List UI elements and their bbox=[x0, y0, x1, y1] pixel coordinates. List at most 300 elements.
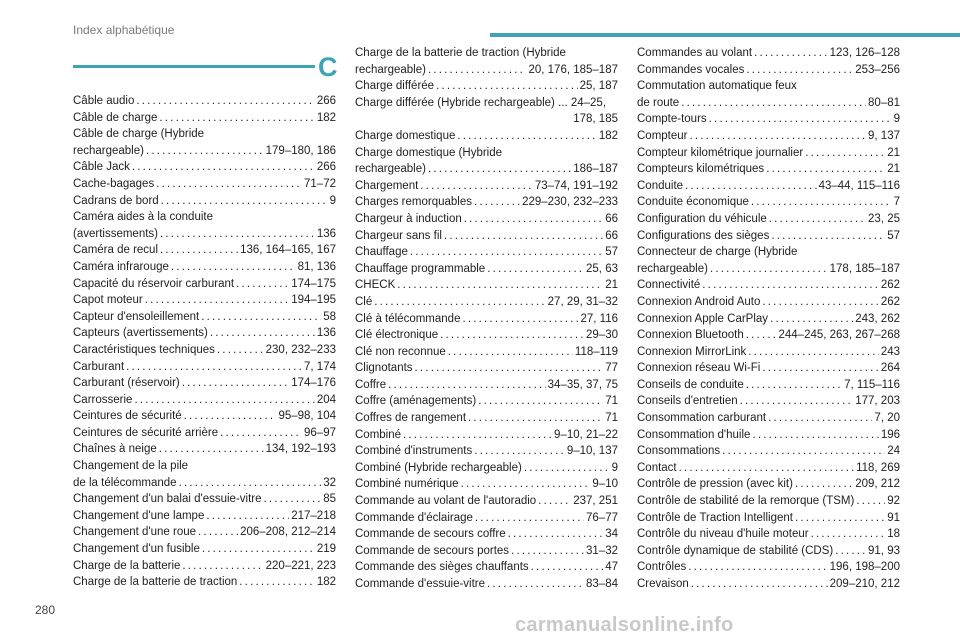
index-entry-pages: 9 bbox=[893, 113, 900, 126]
index-entry bbox=[637, 161, 900, 178]
index-entry-pages: 7 bbox=[893, 196, 900, 209]
index-entry bbox=[637, 476, 900, 493]
index-entry-pages: 174–175 bbox=[291, 277, 336, 290]
index-entry-term: Carburant (réservoir) bbox=[73, 377, 180, 390]
index-entry-pages: 29–30 bbox=[586, 329, 618, 342]
index-entry-pages: 134, 192–193 bbox=[265, 443, 336, 456]
dot-leader bbox=[198, 524, 238, 541]
dot-leader bbox=[420, 178, 533, 195]
index-entry bbox=[355, 576, 618, 593]
index-entry bbox=[355, 277, 618, 294]
dot-leader bbox=[524, 460, 610, 477]
dot-leader bbox=[160, 226, 315, 243]
dot-leader bbox=[508, 526, 604, 543]
index-entry bbox=[355, 410, 618, 427]
index-entry-term: Commande de secours portes bbox=[355, 544, 510, 557]
index-entry-term: Câble audio bbox=[73, 95, 135, 107]
index-entry-pages: 96–97 bbox=[304, 426, 336, 439]
index-entry-pages: 76–77 bbox=[586, 511, 618, 524]
index-entry-term: Ceintures de sécurité bbox=[73, 410, 182, 423]
dot-leader bbox=[762, 294, 878, 311]
dot-leader bbox=[856, 493, 885, 510]
index-entry-pages: 229–230, 232–233 bbox=[522, 196, 618, 209]
index-entry-pages: 85 bbox=[323, 493, 336, 506]
index-entry bbox=[637, 427, 900, 444]
index-entry-term: Changement d'une roue bbox=[73, 526, 197, 539]
index-entry bbox=[73, 425, 336, 442]
index-entry-pages: 80–81 bbox=[868, 96, 900, 109]
index-entry-pages: 182 bbox=[316, 111, 336, 124]
dot-leader bbox=[220, 425, 302, 442]
dot-leader bbox=[444, 228, 603, 245]
index-entry-pages: 9–10 bbox=[592, 478, 618, 491]
index-entry-pages: 27, 29, 31–32 bbox=[547, 295, 618, 308]
index-entry-pages: 43–44, 115–116 bbox=[818, 179, 900, 192]
index-entry-pages: 24 bbox=[887, 445, 900, 458]
index-entry-term: Cache-bagages bbox=[73, 177, 155, 190]
index-entry-term: Crevaison bbox=[637, 578, 689, 590]
index-entry-pages: 21 bbox=[605, 279, 618, 292]
index-entry-pages: 83–84 bbox=[586, 578, 618, 590]
index-entry-term: Charge de la batterie bbox=[73, 559, 181, 572]
dot-leader bbox=[740, 393, 854, 410]
index-entry bbox=[355, 344, 618, 361]
index-entry-pages: 66 bbox=[605, 212, 618, 225]
index-entry-term: Combiné bbox=[355, 428, 402, 441]
dot-leader bbox=[448, 344, 573, 361]
index-entry-term: Caractéristiques techniques bbox=[73, 343, 215, 356]
dot-leader bbox=[688, 559, 827, 576]
index-entry bbox=[73, 110, 336, 127]
index-entry-term: (avertissements) bbox=[73, 227, 158, 240]
index-entry-term: Clé à télécommande bbox=[355, 312, 461, 325]
index-entry bbox=[355, 510, 618, 527]
dot-leader bbox=[403, 427, 552, 444]
dot-leader bbox=[132, 159, 315, 176]
index-entry bbox=[355, 360, 618, 377]
dot-leader bbox=[511, 543, 584, 560]
dot-leader bbox=[160, 242, 238, 259]
dot-leader bbox=[746, 62, 853, 79]
index-entry-term: Charge différée bbox=[355, 80, 435, 93]
index-entry-term: Compte-tours bbox=[637, 113, 707, 126]
dot-leader bbox=[146, 143, 264, 160]
index-entry-pages: 21 bbox=[887, 146, 900, 159]
index-entry bbox=[73, 309, 336, 326]
index-entry-term: Connecteur de charge (Hybride bbox=[637, 246, 798, 259]
index-entry-pages: 118–119 bbox=[574, 345, 618, 358]
dot-leader bbox=[766, 161, 885, 178]
dot-leader bbox=[159, 441, 264, 458]
index-entry-term: Connectivité bbox=[637, 279, 701, 292]
dot-leader bbox=[746, 377, 842, 394]
dot-leader bbox=[679, 460, 854, 477]
dot-leader bbox=[159, 110, 314, 127]
dot-leader bbox=[474, 443, 565, 460]
dot-leader bbox=[771, 228, 885, 245]
index-entry bbox=[355, 95, 618, 128]
index-entry bbox=[355, 228, 618, 245]
index-entry bbox=[637, 244, 900, 277]
index-entry bbox=[355, 145, 618, 178]
index-entry-pages: 18 bbox=[887, 528, 900, 541]
index-entry-term: Clignotants bbox=[355, 362, 413, 375]
dot-leader bbox=[161, 193, 328, 210]
dot-leader bbox=[464, 211, 603, 228]
dot-leader bbox=[264, 491, 322, 508]
dot-leader bbox=[436, 78, 578, 95]
index-entry-term: Commandes vocales bbox=[637, 63, 745, 76]
index-entry-pages: 230, 232–233 bbox=[265, 343, 336, 356]
index-entry bbox=[355, 244, 618, 261]
index-entry bbox=[73, 441, 336, 458]
index-entry-pages: 9–10, 137 bbox=[566, 445, 618, 458]
index-entry-term: Chargeur sans fil bbox=[355, 229, 442, 242]
index-entry bbox=[73, 193, 336, 210]
index-entry bbox=[73, 209, 336, 242]
index-entry bbox=[73, 176, 336, 193]
index-entry-term: rechargeable) bbox=[637, 262, 708, 275]
index-entry-term: Caméra aides à la conduite bbox=[73, 211, 213, 224]
index-entry bbox=[637, 311, 900, 328]
index-entry-pages: 95–98, 104 bbox=[278, 410, 336, 423]
index-entry-term: Commandes au volant bbox=[637, 47, 753, 59]
index-entry-pages: 253–256 bbox=[855, 63, 900, 76]
index-entry-pages: 9 bbox=[329, 194, 336, 207]
index-entry-pages: 91, 93 bbox=[868, 544, 900, 557]
index-entry-pages: 123, 126–128 bbox=[829, 47, 900, 59]
dot-leader bbox=[410, 244, 603, 261]
index-entry bbox=[73, 574, 336, 591]
index-entry bbox=[637, 576, 900, 593]
watermark-text: carmanualsonline.info bbox=[515, 614, 734, 636]
index-entry-term: Compteur kilométrique journalier bbox=[637, 146, 804, 159]
index-entry-term: rechargeable) bbox=[355, 163, 426, 176]
index-entry-term: Consommations bbox=[637, 445, 721, 458]
dot-leader bbox=[182, 375, 289, 392]
index-entry-term: Connexion Apple CarPlay bbox=[637, 312, 769, 325]
dot-leader bbox=[710, 261, 828, 278]
index-entry-term: Consommation carburant bbox=[637, 412, 767, 425]
dot-leader bbox=[468, 410, 603, 427]
index-entry-term: Consommation d'huile bbox=[637, 428, 751, 441]
index-entry bbox=[355, 460, 618, 477]
index-column-1 bbox=[73, 93, 336, 591]
dot-leader bbox=[217, 342, 264, 359]
dot-leader bbox=[487, 576, 584, 593]
index-entry bbox=[637, 228, 900, 245]
index-entry-pages: 209, 212 bbox=[855, 478, 900, 491]
dot-leader bbox=[685, 178, 817, 195]
index-entry-pages: 31–32 bbox=[586, 544, 618, 557]
index-entry bbox=[637, 45, 900, 62]
index-entry bbox=[73, 276, 336, 293]
dot-leader bbox=[457, 128, 596, 145]
index-entry-term: Commande d'éclairage bbox=[355, 511, 473, 524]
index-entry-term: Changement d'une lampe bbox=[73, 509, 205, 522]
index-entry bbox=[637, 493, 900, 510]
dot-leader bbox=[397, 277, 603, 294]
index-entry bbox=[637, 294, 900, 311]
index-entry bbox=[355, 377, 618, 394]
index-entry-pages: 25, 187 bbox=[579, 80, 618, 93]
index-entry bbox=[355, 543, 618, 560]
page-number: 280 bbox=[35, 603, 56, 617]
index-entry-pages: 66 bbox=[605, 229, 618, 242]
index-entry-term: Clé électronique bbox=[355, 329, 439, 342]
index-entry bbox=[73, 325, 336, 342]
index-entry bbox=[355, 78, 618, 95]
dot-leader bbox=[709, 111, 892, 128]
index-entry-term: Clé bbox=[355, 295, 373, 308]
index-entry-term: Contact bbox=[637, 461, 677, 474]
dot-leader bbox=[722, 443, 885, 460]
index-entry-pages: 186–187 bbox=[573, 163, 618, 176]
index-entry-term: Compteurs kilométriques bbox=[637, 163, 765, 176]
index-entry-term: rechargeable) bbox=[355, 63, 426, 76]
index-entry bbox=[355, 559, 618, 576]
index-entry-pages: 9 bbox=[611, 461, 618, 474]
dot-leader bbox=[478, 393, 603, 410]
dot-leader bbox=[184, 408, 277, 425]
dot-leader bbox=[702, 277, 879, 294]
index-entry-pages: 71 bbox=[605, 412, 618, 425]
dot-leader bbox=[415, 360, 604, 377]
index-entry-term: Chaînes à neige bbox=[73, 443, 157, 456]
dot-leader bbox=[795, 476, 853, 493]
index-entry-pages: 34 bbox=[605, 528, 618, 541]
index-entry-term: Câble de charge (Hybride bbox=[73, 128, 205, 141]
index-entry bbox=[73, 392, 336, 409]
dot-leader bbox=[538, 493, 571, 510]
dot-leader bbox=[462, 311, 578, 328]
index-entry bbox=[73, 408, 336, 425]
index-entry-pages: 209–210, 212 bbox=[829, 578, 900, 590]
index-entry bbox=[355, 45, 618, 78]
index-entry-term: Contrôle de stabilité de la remorque (TSM) bbox=[637, 495, 855, 508]
dot-leader bbox=[752, 427, 878, 444]
index-entry bbox=[637, 145, 900, 162]
dot-leader bbox=[134, 392, 314, 409]
index-entry-term: Contrôle dynamique de stabilité (CDS) bbox=[637, 544, 834, 557]
index-entry-pages: 118, 269 bbox=[856, 461, 900, 474]
dot-leader bbox=[795, 510, 885, 527]
dot-leader bbox=[201, 309, 321, 326]
index-entry-term: Caméra infrarouge bbox=[73, 260, 169, 273]
index-entry-term: de route bbox=[637, 96, 680, 109]
index-entry-pages: 34–35, 37, 75 bbox=[547, 378, 618, 391]
index-entry-term: Commutation automatique feux bbox=[637, 80, 797, 93]
index-entry-term: Cadrans de bord bbox=[73, 194, 159, 207]
index-entry-term: Charge de la batterie de traction bbox=[73, 576, 238, 589]
index-entry bbox=[73, 541, 336, 558]
index-entry-pages: 57 bbox=[605, 246, 618, 259]
dot-leader bbox=[768, 410, 872, 427]
index-entry bbox=[355, 427, 618, 444]
index-entry-term: Carrosserie bbox=[73, 393, 133, 406]
index-entry bbox=[637, 526, 900, 543]
dot-leader bbox=[440, 327, 584, 344]
index-entry-pages: 9–10, 21–22 bbox=[554, 428, 618, 441]
index-entry bbox=[637, 211, 900, 228]
index-entry-pages: 174–176 bbox=[291, 377, 336, 390]
index-entry bbox=[355, 178, 618, 195]
index-entry-pages: 21 bbox=[887, 163, 900, 176]
index-entry bbox=[637, 360, 900, 377]
index-entry-pages: 220–221, 223 bbox=[265, 559, 336, 572]
index-entry bbox=[355, 476, 618, 493]
index-entry-term: Chauffage programmable bbox=[355, 262, 486, 275]
dot-leader bbox=[487, 261, 584, 278]
index-entry bbox=[73, 359, 336, 376]
index-entry-term: Conduite bbox=[637, 179, 684, 192]
index-entry bbox=[637, 443, 900, 460]
index-entry-term: Câble Jack bbox=[73, 161, 130, 174]
index-entry-term: Configurations des sièges bbox=[637, 229, 770, 242]
index-entry bbox=[637, 277, 900, 294]
dot-leader bbox=[475, 510, 584, 527]
index-entry-pages: 91 bbox=[887, 511, 900, 524]
dot-leader bbox=[202, 541, 315, 558]
index-entry-pages: 136, 164–165, 167 bbox=[240, 244, 336, 257]
index-entry-term: Capteurs (avertissements) bbox=[73, 327, 208, 340]
index-entry-term: Changement d'un balai d'essuie-vitre bbox=[73, 493, 262, 506]
index-entry-pages: 196, 198–200 bbox=[829, 561, 900, 574]
index-entry bbox=[73, 524, 336, 541]
index-entry-pages: 264 bbox=[880, 362, 900, 375]
index-entry-term: Charges remorquables bbox=[355, 196, 472, 209]
index-entry bbox=[355, 311, 618, 328]
index-entry bbox=[355, 261, 618, 278]
index-entry-pages: 58 bbox=[323, 310, 336, 323]
index-entry bbox=[355, 211, 618, 228]
index-entry-term: Chauffage bbox=[355, 246, 408, 259]
index-entry-term: Connexion réseau Wi-Fi bbox=[637, 362, 761, 375]
index-entry-pages: 178, 185 bbox=[573, 113, 618, 126]
index-entry-term: Contrôle de pression (avec kit) bbox=[637, 478, 793, 491]
index-entry-pages: 7, 174 bbox=[304, 360, 336, 373]
index-entry-term: Ceintures de sécurité arrière bbox=[73, 426, 219, 439]
index-entry bbox=[73, 259, 336, 276]
index-entry-pages: 81, 136 bbox=[297, 260, 336, 273]
index-entry bbox=[637, 559, 900, 576]
index-entry-term: Conduite économique bbox=[637, 196, 749, 209]
index-entry bbox=[637, 460, 900, 477]
index-entry bbox=[73, 93, 336, 110]
dot-leader bbox=[461, 476, 591, 493]
index-entry-term: Contrôles bbox=[637, 561, 687, 574]
index-entry bbox=[73, 508, 336, 525]
index-entry-term: CHECK bbox=[355, 279, 396, 292]
index-entry-term: Combiné (Hybride rechargeable) bbox=[355, 461, 522, 474]
dot-leader bbox=[156, 176, 302, 193]
index-entry bbox=[355, 493, 618, 510]
index-entry bbox=[637, 510, 900, 527]
dot-leader bbox=[428, 161, 571, 178]
index-entry bbox=[637, 344, 900, 361]
index-entry-pages: 71–72 bbox=[304, 177, 336, 190]
index-entry-pages: 244–245, 263, 267–268 bbox=[778, 329, 900, 342]
index-entry bbox=[637, 194, 900, 211]
index-entry-pages: 71 bbox=[605, 395, 618, 408]
index-entry-term: Commande au volant de l'autoradio bbox=[355, 495, 537, 508]
index-entry bbox=[637, 543, 900, 560]
index-entry-term: Changement d'un fusible bbox=[73, 543, 200, 556]
index-entry bbox=[73, 458, 336, 491]
index-entry-pages: 177, 203 bbox=[855, 395, 900, 408]
index-entry-pages: 262 bbox=[880, 295, 900, 308]
index-entry bbox=[637, 377, 900, 394]
index-entry bbox=[73, 159, 336, 176]
index-entry-pages: 32 bbox=[323, 476, 336, 489]
index-entry-pages: 20, 176, 185–187 bbox=[528, 63, 618, 76]
dot-leader bbox=[751, 194, 892, 211]
index-entry-pages: 196 bbox=[880, 428, 900, 441]
section-divider-rule bbox=[73, 65, 315, 68]
index-entry bbox=[637, 327, 900, 344]
index-entry-term: Commande de secours coffre bbox=[355, 528, 506, 541]
index-entry-term: Chargeur à induction bbox=[355, 212, 462, 225]
index-entry bbox=[73, 558, 336, 575]
index-entry-pages: 266 bbox=[316, 95, 336, 107]
index-entry bbox=[355, 294, 618, 311]
running-header-title: Index alphabétique bbox=[73, 23, 175, 37]
index-entry-term: Connexion MirrorLink bbox=[637, 345, 747, 358]
index-entry bbox=[637, 178, 900, 195]
index-entry-pages: 27, 116 bbox=[580, 312, 618, 325]
dot-leader bbox=[770, 311, 853, 328]
index-column-2 bbox=[355, 45, 618, 593]
index-entry-pages: 9, 137 bbox=[868, 129, 900, 142]
index-entry bbox=[355, 393, 618, 410]
dot-leader bbox=[805, 145, 885, 162]
index-entry-term: Carburant bbox=[73, 360, 125, 373]
dot-leader bbox=[691, 576, 828, 593]
index-entry-pages: 77 bbox=[605, 362, 618, 375]
index-entry bbox=[73, 126, 336, 159]
dot-leader bbox=[239, 574, 315, 591]
index-entry-term: Conseils de conduite bbox=[637, 378, 744, 391]
index-entry bbox=[637, 393, 900, 410]
dot-leader bbox=[428, 62, 527, 79]
dot-leader bbox=[762, 360, 878, 377]
dot-leader bbox=[531, 559, 604, 576]
dot-leader bbox=[681, 95, 866, 112]
index-entry-term: Caméra de recul bbox=[73, 244, 159, 257]
index-entry-term: Commande des sièges chauffants bbox=[355, 561, 529, 574]
index-entry-pages: 182 bbox=[598, 129, 618, 142]
dot-leader bbox=[179, 475, 322, 492]
dot-leader bbox=[236, 276, 289, 293]
section-letter: C bbox=[318, 52, 338, 82]
index-entry-term: rechargeable) bbox=[73, 144, 144, 157]
index-entry-term: Charge différée (Hybride rechargeable) ... 24–25, bbox=[355, 96, 607, 109]
index-entry-term: Charge domestique bbox=[355, 129, 456, 142]
index-entry-pages: 57 bbox=[887, 229, 900, 242]
index-entry-term: Clé non reconnue bbox=[355, 345, 446, 358]
dot-leader bbox=[769, 211, 866, 228]
index-entry bbox=[355, 526, 618, 543]
index-entry-pages: 204 bbox=[316, 393, 336, 406]
index-entry-pages: 136 bbox=[316, 327, 336, 340]
header-accent-bar bbox=[490, 33, 960, 37]
index-entry-pages: 206–208, 212–214 bbox=[240, 526, 336, 539]
dot-leader bbox=[374, 294, 545, 311]
index-entry-term: Coffres de rangement bbox=[355, 412, 467, 425]
index-entry bbox=[73, 242, 336, 259]
index-entry bbox=[355, 194, 618, 211]
index-entry-term: Capacité du réservoir carburant bbox=[73, 277, 235, 290]
